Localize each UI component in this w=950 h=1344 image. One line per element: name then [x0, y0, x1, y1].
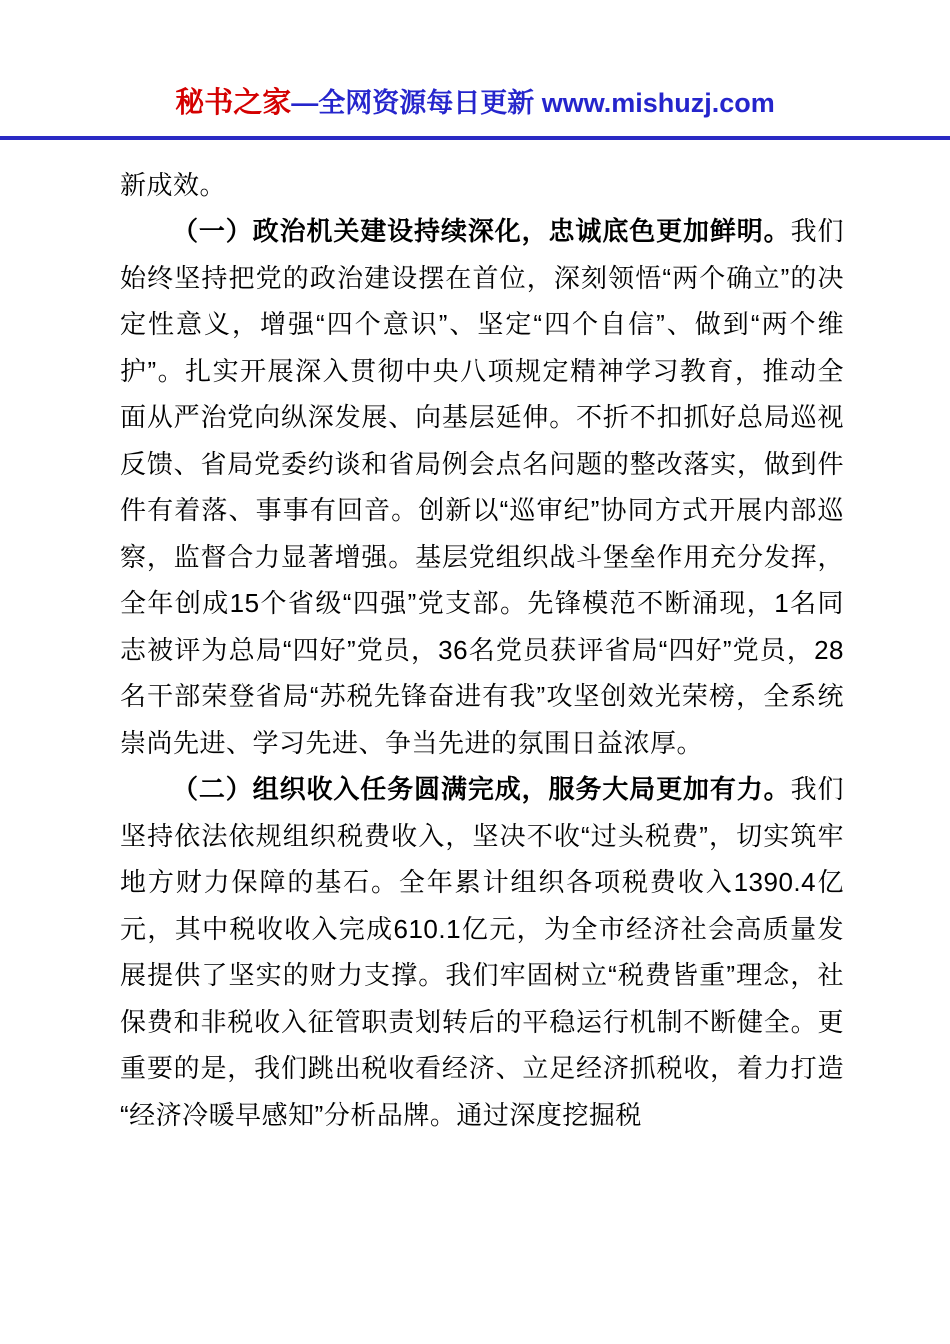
paragraph-text: 我们始终坚持把党的政治建设摆在首位，深刻领悟“两个确立”的决定性意义，增强“四个意识”、坚定“四个自信”、做到“两个维护”。扎实开展深入贯彻中央八项规定精神学习教育，推动全面从严治党向纵深发展、向基层延伸。不折不扣抓好总局巡视反馈、省局党委约谈和省局例会点名问题的整改落实，做到件件有着落、事事有回音。创新以“巡审纪”协同方式开展内部巡察，监督合力显著增强。基层党组织战斗堡垒作用充分发挥，全年创成15个省级“四强”党支部。先锋模范不断涌现，1名同志被评为总局“四好”党员，36名党员获评省局“四好”党员，28名干部荣登省局“苏税先锋奋进有我”攻坚创效光荣榜，全系统崇尚先进、学习先进、争当先进的氛围日益浓厚。 [120, 216, 844, 758]
paragraph-text: 新成效。 [120, 169, 227, 200]
paragraph-section-1 [120, 208, 844, 766]
site-name: 秘书之家 [175, 87, 292, 119]
paragraph-continuation [120, 162, 844, 209]
paragraph-lead: （二）组织收入任务圆满完成，服务大局更加有力。 [172, 774, 791, 805]
paragraph-lead: （一）政治机关建设持续深化，忠诚底色更加鲜明。 [172, 216, 791, 247]
paragraph-text: 我们坚持依法依规组织税费收入，坚决不收“过头税费”，切实筑牢地方财力保障的基石。全年累计组织各项税费收入1390.4亿元，其中税收收入完成610.1亿元，为全市经济社会高质量发展提供了坚实的财力支撑。我们牢固树立“税费皆重”理念，社保费和非税收入征管职责划转后的平稳运行机制不断健全。更重要的是，我们跳出税收看经济、立足经济抓税收，着力打造“经济冷暖早感知”分析品牌。通过深度挖掘税 [120, 774, 844, 1130]
site-tagline: —全网资源每日更新 [291, 88, 542, 118]
site-header [0, 0, 950, 121]
site-url-link[interactable]: www.mishuzj.com [541, 88, 775, 118]
document-body [0, 140, 950, 1139]
paragraph-section-2 [120, 766, 844, 1138]
